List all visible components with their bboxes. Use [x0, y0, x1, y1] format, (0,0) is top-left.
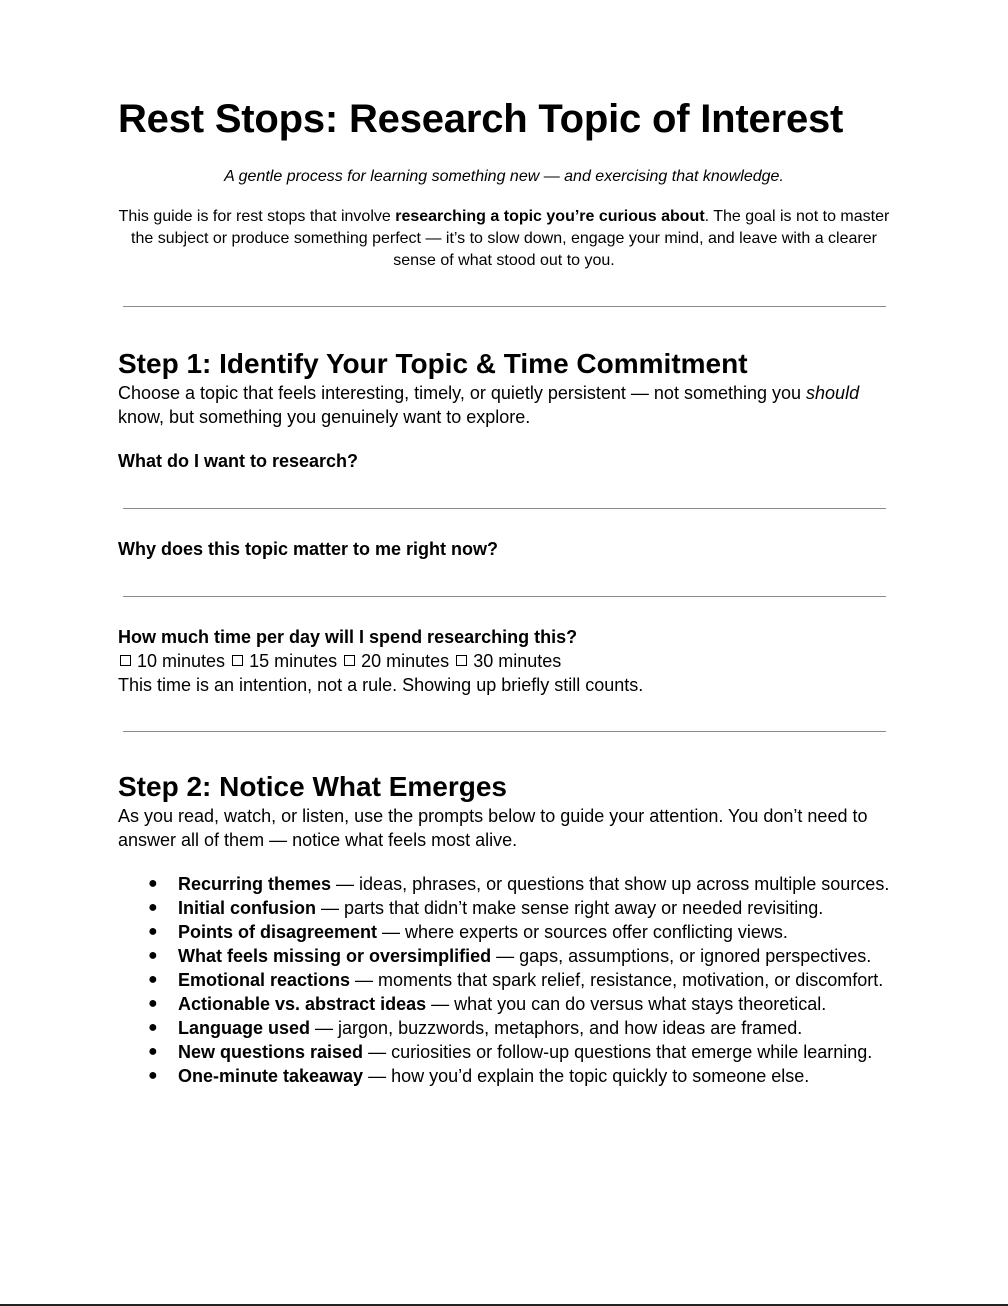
question-time-per-day: How much time per day will I spend researching this?	[118, 627, 578, 647]
checkbox-icon[interactable]	[344, 655, 355, 666]
list-item	[118, 872, 890, 896]
list-item	[118, 1040, 890, 1064]
list-item	[118, 992, 890, 1016]
answer-line-why-matters[interactable]	[123, 596, 886, 597]
prompt-term: Emotional reactions	[178, 970, 351, 990]
prompt-text: — where experts or sources offer conflicting views.	[377, 922, 788, 942]
time-option-10[interactable]	[118, 651, 225, 671]
prompt-text: — curiosities or follow-up questions that emerge while learning.	[363, 1042, 873, 1062]
prompt-text: — jargon, buzzwords, metaphors, and how ideas are framed.	[310, 1018, 803, 1038]
step1-description	[118, 381, 890, 429]
list-item	[118, 944, 890, 968]
prompt-term: Initial confusion	[178, 898, 316, 918]
page-title: Rest Stops: Research Topic of Interest	[118, 97, 844, 141]
bullet-icon: ●	[148, 875, 158, 892]
list-item	[118, 896, 890, 920]
intro-text-end: . The goal is not to master the subject or produce something perfect — it’s to slow down, engage your mind, and leave with a clearer sense of what stood out to you.	[131, 208, 890, 269]
time-option-15[interactable]	[230, 651, 337, 671]
intro-bold-phrase: researching a topic you’re curious about	[395, 208, 705, 225]
answer-line-research-topic[interactable]	[123, 508, 886, 509]
time-option-label: 30 minutes	[473, 651, 562, 671]
step2-description: As you read, watch, or listen, use the prompts below to guide your attention. You don’t need to answer all of them — notice what feels most alive.	[118, 806, 868, 850]
prompt-term: Actionable vs. abstract ideas	[178, 994, 427, 1014]
bullet-icon: ●	[148, 1043, 158, 1060]
bullet-icon: ●	[148, 1067, 158, 1084]
prompt-text: — ideas, phrases, or questions that show up across multiple sources.	[331, 874, 890, 894]
bullet-icon: ●	[148, 923, 158, 940]
subtitle: A gentle process for learning something new — and exercising that knowledge.	[224, 168, 784, 185]
step2-heading: Step 2: Notice What Emerges	[118, 771, 507, 802]
bullet-icon: ●	[148, 971, 158, 988]
time-option-label: 20 minutes	[361, 651, 450, 671]
question-why-matters: Why does this topic matter to me right now?	[118, 539, 499, 559]
checkbox-icon[interactable]	[120, 655, 131, 666]
checkbox-icon[interactable]	[456, 655, 467, 666]
time-option-label: 15 minutes	[249, 651, 338, 671]
time-option-label: 10 minutes	[137, 651, 226, 671]
prompt-text: — gaps, assumptions, or ignored perspectives.	[491, 946, 872, 966]
list-item	[118, 1064, 890, 1088]
prompt-term: Points of disagreement	[178, 922, 378, 942]
checkbox-icon[interactable]	[232, 655, 243, 666]
time-options	[118, 649, 890, 673]
step1-desc-italic: should	[806, 383, 860, 403]
section-divider	[123, 306, 886, 307]
step1-desc-end: know, but something you genuinely want to explore.	[118, 407, 531, 427]
list-item	[118, 920, 890, 944]
prompt-list	[118, 872, 890, 1088]
prompt-text: — how you’d explain the topic quickly to someone else.	[363, 1066, 810, 1086]
step1-desc-start: Choose a topic that feels interesting, timely, or quietly persistent — not something you	[118, 383, 807, 403]
list-item	[118, 1016, 890, 1040]
prompt-term: What feels missing or oversimplified	[178, 946, 492, 966]
bullet-icon: ●	[148, 947, 158, 964]
prompt-term: Language used	[178, 1018, 311, 1038]
prompt-text: — what you can do versus what stays theoretical.	[426, 994, 827, 1014]
time-option-30[interactable]	[454, 651, 561, 671]
list-item	[118, 968, 890, 992]
prompt-term: New questions raised	[178, 1042, 364, 1062]
prompt-term: One-minute takeaway	[178, 1066, 364, 1086]
prompt-text: — moments that spark relief, resistance, motivation, or discomfort.	[350, 970, 884, 990]
time-option-20[interactable]	[342, 651, 449, 671]
bullet-icon: ●	[148, 995, 158, 1012]
time-note: This time is an intention, not a rule. Showing up briefly still counts.	[118, 675, 644, 695]
step1-heading: Step 1: Identify Your Topic & Time Commitment	[118, 348, 748, 379]
intro-paragraph	[118, 206, 890, 272]
intro-text-start: This guide is for rest stops that involve	[118, 208, 396, 225]
bullet-icon: ●	[148, 1019, 158, 1036]
bullet-icon: ●	[148, 899, 158, 916]
prompt-text: — parts that didn’t make sense right away or needed revisiting.	[316, 898, 824, 918]
question-research-topic: What do I want to research?	[118, 451, 359, 471]
document-page	[118, 96, 890, 1088]
section-divider	[123, 731, 886, 732]
prompt-term: Recurring themes	[178, 874, 332, 894]
